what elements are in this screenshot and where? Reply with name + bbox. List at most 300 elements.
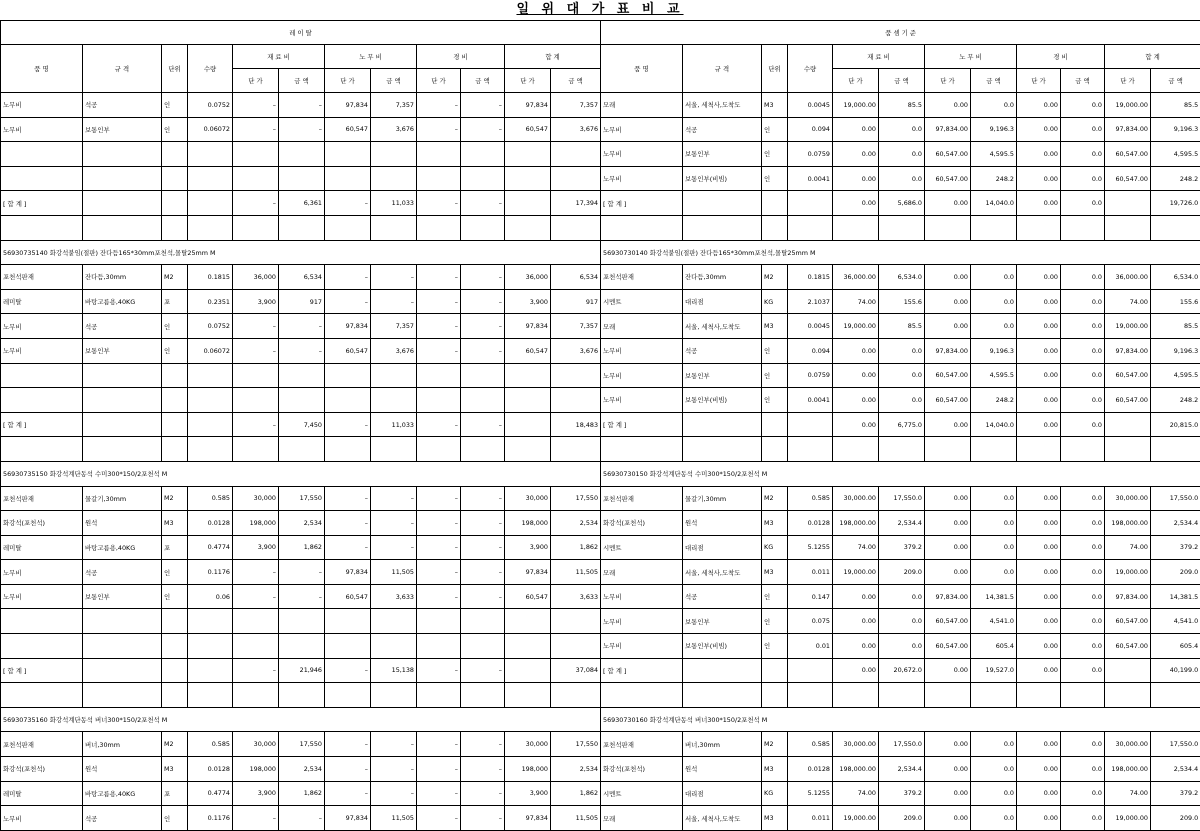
- table-cell: 198,000: [505, 757, 551, 782]
- table-cell: 7,450: [279, 412, 325, 437]
- table-cell: M2: [162, 732, 188, 757]
- table-cell: [833, 215, 879, 240]
- table-cell: 레미탈: [1, 289, 83, 314]
- table-cell: [188, 683, 233, 708]
- table-row: [601, 560, 1200, 585]
- table-cell: –: [279, 314, 325, 339]
- table-row: [601, 609, 1200, 634]
- table-cell: 0.1815: [188, 265, 233, 290]
- table-cell: 4,595.5: [1151, 142, 1200, 167]
- header-total: 합 계: [1105, 45, 1200, 69]
- table-cell: 0.075: [788, 609, 833, 634]
- table-cell: –: [417, 757, 461, 782]
- table-cell: [1105, 658, 1151, 683]
- table-cell: 74.00: [1105, 535, 1151, 560]
- table-cell: 0.0: [971, 289, 1017, 314]
- table-cell: 0.0041: [788, 388, 833, 413]
- header-total: 합 계: [505, 45, 601, 69]
- table-cell: 60,547.00: [925, 634, 971, 659]
- table-cell: [188, 634, 233, 659]
- table-cell: [417, 142, 461, 167]
- table-cell: 0.011: [788, 806, 833, 831]
- table-cell: 97,834.00: [925, 584, 971, 609]
- table-cell: –: [461, 511, 505, 536]
- table-cell: 97,834: [325, 560, 371, 585]
- table-cell: –: [279, 806, 325, 831]
- table-cell: 248.2: [1151, 388, 1200, 413]
- table-cell: 레미탈: [1, 781, 83, 806]
- table-cell: 서울, 세척사,도착도: [683, 314, 762, 339]
- table-cell: [925, 683, 971, 708]
- table-cell: 18,483: [551, 412, 601, 437]
- table-cell: 0.585: [788, 732, 833, 757]
- table-cell: 0.00: [1017, 609, 1061, 634]
- table-cell: [551, 609, 601, 634]
- table-cell: 14,040.0: [971, 191, 1017, 216]
- table-cell: 97,834: [325, 93, 371, 118]
- table-cell: –: [417, 781, 461, 806]
- table-cell: 0.0: [971, 93, 1017, 118]
- table-cell: [461, 215, 505, 240]
- table-cell: [551, 215, 601, 240]
- table-cell: 서울, 세척사,도착도: [683, 93, 762, 118]
- header-amount: 금 액: [971, 69, 1017, 93]
- table-cell: 포천석판재: [1, 486, 83, 511]
- table-cell: [551, 166, 601, 191]
- table-cell: 0.00: [925, 412, 971, 437]
- table-cell: 0.0: [1061, 584, 1105, 609]
- table-cell: 시멘트: [601, 781, 683, 806]
- table-cell: 0.0: [1061, 658, 1105, 683]
- table-cell: [233, 142, 279, 167]
- table-cell: [879, 683, 925, 708]
- table-cell: 60,547.00: [925, 142, 971, 167]
- table-cell: 노무비: [601, 609, 683, 634]
- table-cell: 19,000.00: [1105, 560, 1151, 585]
- table-cell: 3,676: [371, 338, 417, 363]
- table-cell: 0.0: [1061, 412, 1105, 437]
- table-cell: 6,534.0: [879, 265, 925, 290]
- table-cell: 30,000: [505, 732, 551, 757]
- table-cell: 1,862: [279, 535, 325, 560]
- table-cell: 0.0: [1061, 757, 1105, 782]
- table-row: [1, 560, 601, 585]
- table-row: [601, 289, 1200, 314]
- table-cell: 0.06: [188, 584, 233, 609]
- table-cell: [279, 609, 325, 634]
- table-cell: 포: [162, 535, 188, 560]
- table-cell: –: [371, 511, 417, 536]
- table-cell: 0.00: [1017, 191, 1061, 216]
- table-cell: [971, 683, 1017, 708]
- table-cell: 1,862: [279, 781, 325, 806]
- table-cell: 2,534: [279, 757, 325, 782]
- table-cell: 19,000.00: [833, 314, 879, 339]
- table-cell: 0.00: [833, 658, 879, 683]
- table-cell: [1151, 683, 1200, 708]
- table-row: [1, 757, 601, 782]
- table-cell: 60,547.00: [925, 166, 971, 191]
- table-cell: 잔다듬,30mm: [683, 265, 762, 290]
- table-cell: [162, 412, 188, 437]
- table-cell: [417, 363, 461, 388]
- table-cell: [1, 142, 83, 167]
- table-cell: [371, 634, 417, 659]
- table-cell: 0.0128: [788, 511, 833, 536]
- table-cell: 6,361: [279, 191, 325, 216]
- header-name: 품 명: [1, 45, 83, 93]
- table-cell: [879, 437, 925, 462]
- table-cell: [879, 215, 925, 240]
- table-cell: [233, 683, 279, 708]
- table-cell: 0.00: [925, 314, 971, 339]
- table-cell: 0.00: [1017, 486, 1061, 511]
- table-cell: 포천석판재: [601, 265, 683, 290]
- table-cell: –: [279, 338, 325, 363]
- table-row: [1, 412, 601, 437]
- table-cell: 1,862: [551, 781, 601, 806]
- table-cell: 석공: [83, 93, 162, 118]
- table-cell: 0.00: [833, 388, 879, 413]
- section-title: 56930735150 화강석계단동석 수미300*150/2포천석 M: [1, 461, 601, 486]
- table-cell: 3,900: [505, 289, 551, 314]
- table-cell: 198,000.00: [1105, 511, 1151, 536]
- table-cell: 0.00: [833, 584, 879, 609]
- table-cell: 2.1037: [788, 289, 833, 314]
- table-cell: 인: [762, 142, 788, 167]
- table-cell: 2,534: [279, 511, 325, 536]
- table-cell: 6,534: [279, 265, 325, 290]
- table-cell: [461, 609, 505, 634]
- table-cell: [279, 437, 325, 462]
- table-cell: [683, 191, 762, 216]
- table-cell: 0.0: [1061, 732, 1105, 757]
- table-cell: 0.1176: [188, 806, 233, 831]
- table-cell: [371, 437, 417, 462]
- table-cell: [325, 215, 371, 240]
- table-row: [601, 93, 1200, 118]
- table-cell: [461, 634, 505, 659]
- table-cell: 0.00: [1017, 412, 1061, 437]
- table-cell: [601, 683, 683, 708]
- table-cell: [233, 215, 279, 240]
- table-cell: [417, 634, 461, 659]
- table-cell: 0.0045: [788, 314, 833, 339]
- table-cell: 인: [762, 609, 788, 634]
- table-cell: [1105, 215, 1151, 240]
- table-cell: 원석: [683, 757, 762, 782]
- table-row: [1, 511, 601, 536]
- table-cell: 0.00: [925, 93, 971, 118]
- table-cell: –: [279, 560, 325, 585]
- table-cell: 85.5: [879, 314, 925, 339]
- section-title: 56930730140 화강석붙임(절판) 잔다듬165*30mm포천석,몰탈25mm M: [601, 240, 1200, 265]
- table-cell: 60,547.00: [1105, 142, 1151, 167]
- table-cell: 0.0: [971, 781, 1017, 806]
- table-cell: 0.585: [788, 486, 833, 511]
- table-cell: 19,000.00: [833, 560, 879, 585]
- table-cell: [279, 142, 325, 167]
- table-cell: 19,000.00: [1105, 93, 1151, 118]
- table-cell: 3,900: [233, 781, 279, 806]
- table-cell: 11,505: [551, 560, 601, 585]
- table-cell: 모래: [601, 560, 683, 585]
- table-cell: [762, 215, 788, 240]
- table-cell: 시멘트: [601, 289, 683, 314]
- table-cell: [162, 166, 188, 191]
- table-row: [1, 535, 601, 560]
- table-cell: [505, 388, 551, 413]
- table-cell: 917: [279, 289, 325, 314]
- table-cell: 0.094: [788, 338, 833, 363]
- table-cell: 0.00: [1017, 93, 1061, 118]
- table-cell: 0.0: [971, 757, 1017, 782]
- table-cell: [417, 388, 461, 413]
- table-cell: 0.0: [971, 535, 1017, 560]
- table-cell: –: [279, 93, 325, 118]
- table-cell: –: [325, 732, 371, 757]
- table-cell: 0.011: [788, 560, 833, 585]
- table-cell: 60,547: [505, 117, 551, 142]
- table-cell: [188, 363, 233, 388]
- table-cell: 74.00: [833, 289, 879, 314]
- table-cell: 노무비: [601, 166, 683, 191]
- table-cell: 노무비: [1, 338, 83, 363]
- table-cell: 0.1815: [788, 265, 833, 290]
- table-cell: 보통인부: [83, 338, 162, 363]
- table-cell: [ 합 계 ]: [601, 412, 683, 437]
- table-cell: [325, 634, 371, 659]
- table-cell: –: [461, 584, 505, 609]
- table-cell: 0.00: [833, 191, 879, 216]
- table-cell: 36,000.00: [1105, 265, 1151, 290]
- table-cell: –: [461, 806, 505, 831]
- table-cell: 서울, 세척사,도착도: [683, 560, 762, 585]
- table-cell: 0.00: [1017, 560, 1061, 585]
- table-row: [1, 781, 601, 806]
- table-cell: 97,834.00: [925, 338, 971, 363]
- table-cell: 0.0: [879, 338, 925, 363]
- page-title: 일 위 대 가 표 비 교: [0, 0, 1200, 20]
- table-cell: 4,595.5: [971, 142, 1017, 167]
- table-cell: M2: [762, 732, 788, 757]
- table-cell: 6,775.0: [879, 412, 925, 437]
- right-table-grid: [600, 20, 1200, 831]
- table-cell: 노무비: [601, 338, 683, 363]
- table-cell: 17,550.0: [879, 732, 925, 757]
- table-cell: 포: [162, 289, 188, 314]
- table-cell: 2,534: [551, 757, 601, 782]
- table-cell: 0.00: [1017, 732, 1061, 757]
- header-price: 단 가: [1105, 69, 1151, 93]
- table-cell: –: [417, 191, 461, 216]
- table-cell: M3: [762, 314, 788, 339]
- table-cell: –: [461, 265, 505, 290]
- table-cell: 버너,30mm: [83, 732, 162, 757]
- table-cell: 0.00: [1017, 314, 1061, 339]
- table-cell: 7,357: [551, 314, 601, 339]
- table-cell: 0.0: [879, 634, 925, 659]
- table-cell: [162, 191, 188, 216]
- table-cell: M3: [762, 757, 788, 782]
- table-cell: KG: [762, 289, 788, 314]
- table-row: [601, 535, 1200, 560]
- table-cell: –: [417, 117, 461, 142]
- table-cell: –: [233, 338, 279, 363]
- table-cell: 모래: [601, 93, 683, 118]
- table-cell: [551, 634, 601, 659]
- table-cell: 0.00: [925, 806, 971, 831]
- table-cell: 0.00: [833, 142, 879, 167]
- table-cell: 석공: [83, 560, 162, 585]
- table-cell: 198,000.00: [833, 511, 879, 536]
- table-cell: –: [325, 486, 371, 511]
- table-cell: 보통인부: [683, 142, 762, 167]
- table-cell: [1061, 437, 1105, 462]
- table-cell: M2: [162, 265, 188, 290]
- table-cell: [371, 388, 417, 413]
- table-cell: 6,534.0: [1151, 265, 1200, 290]
- table-cell: [162, 634, 188, 659]
- table-cell: [683, 412, 762, 437]
- table-cell: [925, 437, 971, 462]
- table-cell: 17,550.0: [879, 486, 925, 511]
- header-amount: 금 액: [461, 69, 505, 93]
- table-cell: [162, 683, 188, 708]
- table-cell: [417, 215, 461, 240]
- table-cell: 바탕고름용,40KG: [83, 289, 162, 314]
- table-cell: [551, 683, 601, 708]
- header-price: 단 가: [505, 69, 551, 93]
- table-cell: –: [325, 781, 371, 806]
- table-cell: 60,547.00: [1105, 634, 1151, 659]
- table-cell: 11,505: [371, 806, 417, 831]
- table-cell: 20,815.0: [1151, 412, 1200, 437]
- table-row: [1, 806, 601, 831]
- table-cell: 2,534: [551, 511, 601, 536]
- table-cell: 인: [762, 584, 788, 609]
- table-row: [601, 437, 1200, 462]
- table-cell: [188, 388, 233, 413]
- table-cell: 0.0759: [788, 142, 833, 167]
- table-cell: 3,676: [371, 117, 417, 142]
- table-cell: M3: [762, 560, 788, 585]
- table-cell: 0.00: [833, 634, 879, 659]
- table-cell: 14,381.5: [971, 584, 1017, 609]
- table-cell: –: [461, 412, 505, 437]
- table-row: [1, 732, 601, 757]
- table-cell: 209.0: [879, 560, 925, 585]
- table-cell: 11,505: [551, 806, 601, 831]
- left-comparison-table: [0, 20, 600, 831]
- table-cell: [162, 388, 188, 413]
- table-cell: [279, 215, 325, 240]
- table-cell: 보통인부(비빔): [683, 388, 762, 413]
- table-cell: [461, 437, 505, 462]
- table-cell: 석공: [683, 117, 762, 142]
- table-cell: 0.00: [1017, 511, 1061, 536]
- table-row: [1, 191, 601, 216]
- table-row: [601, 806, 1200, 831]
- table-cell: 물갈기,30mm: [683, 486, 762, 511]
- table-cell: [188, 609, 233, 634]
- table-cell: [188, 412, 233, 437]
- table-cell: 198,000: [233, 511, 279, 536]
- table-cell: M2: [762, 486, 788, 511]
- table-cell: 0.00: [1017, 388, 1061, 413]
- table-cell: 0.00: [1017, 535, 1061, 560]
- table-cell: 보통인부: [683, 609, 762, 634]
- table-cell: 3,676: [551, 338, 601, 363]
- table-cell: 917: [551, 289, 601, 314]
- table-cell: 노무비: [1, 806, 83, 831]
- table-cell: 포천석판재: [1, 265, 83, 290]
- table-cell: [83, 142, 162, 167]
- table-cell: 5.1255: [788, 535, 833, 560]
- table-cell: [83, 388, 162, 413]
- table-cell: [371, 683, 417, 708]
- table-cell: M2: [762, 265, 788, 290]
- table-cell: 9,196.3: [971, 117, 1017, 142]
- table-cell: 노무비: [1, 117, 83, 142]
- table-cell: [ 합 계 ]: [601, 658, 683, 683]
- table-cell: 0.00: [833, 363, 879, 388]
- table-cell: –: [371, 265, 417, 290]
- table-cell: 0.00: [1017, 658, 1061, 683]
- table-cell: –: [279, 117, 325, 142]
- table-cell: 0.00: [925, 486, 971, 511]
- table-cell: [683, 683, 762, 708]
- table-cell: [833, 437, 879, 462]
- table-cell: [1105, 412, 1151, 437]
- table-cell: [162, 437, 188, 462]
- table-cell: 248.2: [971, 388, 1017, 413]
- table-cell: 인: [762, 363, 788, 388]
- table-cell: –: [233, 560, 279, 585]
- table-cell: [279, 363, 325, 388]
- table-cell: 0.0045: [788, 93, 833, 118]
- table-cell: 2,534.4: [879, 511, 925, 536]
- group-title: 레 이 탈: [1, 21, 601, 45]
- table-cell: 198,000: [233, 757, 279, 782]
- table-cell: –: [461, 191, 505, 216]
- table-cell: [371, 363, 417, 388]
- table-cell: –: [325, 757, 371, 782]
- header-price: 단 가: [1017, 69, 1061, 93]
- table-cell: 30,000: [505, 486, 551, 511]
- table-row: [601, 683, 1200, 708]
- table-cell: 605.4: [1151, 634, 1200, 659]
- table-cell: –: [325, 535, 371, 560]
- table-cell: –: [233, 191, 279, 216]
- table-cell: 19,000.00: [1105, 314, 1151, 339]
- table-cell: 인: [762, 388, 788, 413]
- table-cell: [233, 363, 279, 388]
- table-cell: 노무비: [601, 584, 683, 609]
- table-cell: 3,900: [233, 289, 279, 314]
- table-cell: –: [371, 535, 417, 560]
- table-cell: 0.00: [1017, 265, 1061, 290]
- right-comparison-table: [600, 20, 1200, 831]
- header-name: 품 명: [601, 45, 683, 93]
- table-cell: 인: [762, 117, 788, 142]
- table-cell: –: [233, 806, 279, 831]
- table-cell: –: [325, 289, 371, 314]
- table-cell: 60,547: [325, 338, 371, 363]
- table-cell: 인: [162, 93, 188, 118]
- header-material: 재 료 비: [233, 45, 325, 69]
- table-cell: 0.0: [1061, 511, 1105, 536]
